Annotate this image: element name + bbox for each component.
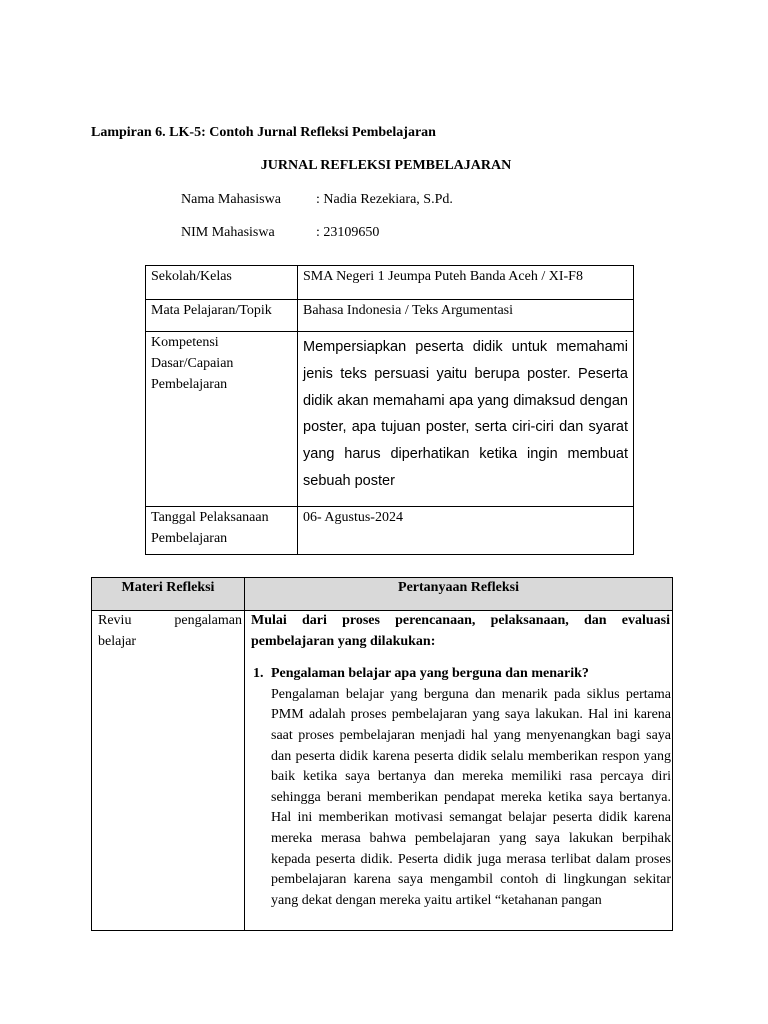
student-name-label: Nama Mahasiswa <box>181 192 281 207</box>
table-header-row <box>92 578 673 611</box>
list-item <box>251 664 672 911</box>
table-row <box>92 611 673 931</box>
info-label-date: Tanggal Pelaksanaan Pembelajaran <box>146 507 298 555</box>
table-row <box>146 507 634 555</box>
reflection-table <box>91 577 673 931</box>
header-question: Pertanyaan Refleksi <box>245 578 673 611</box>
material-cell: Reviu pengalaman belajar <box>92 611 245 931</box>
answer-text: Pengalaman belajar yang berguna dan menarik pada siklus pertama PMM adalah proses pembelajaran yang saya lakukan. Hal ini karena saat proses pembelajaran menjadi hal yang menyenangkan bagi saya dan peserta didik karena peserta didik selalu memberikan respon yang baik ketika saya bertanya dan mereka memiliki rasa percaya diri sehingga berani memberikan pendapat mereka ketika saya bertanya. Hal ini memberikan motivasi semangat belajar peserta didik karena mereka merasa bahwa pembelajaran yang saya lakukan berpihak kepada peserta didik. Peserta didik juga merasa terlibat dalam proses pembelajaran karena saya mengambil contoh di lingkungan sekitar yang dekat dengan mereka yaitu artikel “ketahanan pangan <box>271 686 671 908</box>
document-title: JURNAL REFLEKSI PEMBELAJARAN <box>260 158 512 173</box>
reflection-intro: Mulai dari proses perencanaan, pelaksanaan, dan evaluasi pembelajaran yang dilakukan: <box>251 613 670 649</box>
student-nim-label: NIM Mahasiswa <box>181 225 275 240</box>
table-row <box>146 266 634 300</box>
info-label-school: Sekolah/Kelas <box>146 266 298 300</box>
info-value-school: SMA Negeri 1 Jeumpa Puteh Banda Aceh / XI-F8 <box>298 266 634 300</box>
table-row <box>146 332 634 507</box>
info-value-date: 06- Agustus-2024 <box>298 507 634 555</box>
student-name-value: : Nadia Rezekiara, S.Pd. <box>316 192 453 207</box>
lesson-info-table <box>145 265 634 555</box>
question-text: Pengalaman belajar apa yang berguna dan menarik? <box>271 666 589 682</box>
table-row <box>146 300 634 332</box>
question-list <box>251 664 672 911</box>
info-label-subject: Mata Pelajaran/Topik <box>146 300 298 332</box>
student-nim-value: : 23109650 <box>316 225 380 240</box>
info-value-competency: Mempersiapkan peserta didik untuk memahami jenis teks persuasi yaitu berupa poster. Peserta didik akan memahami apa yang dimaksud dengan poster, apa tujuan poster, serta ciri-ciri dan syarat yang harus diperhatikan ketika ingin membuat sebuah poster <box>298 332 634 507</box>
document-heading: Lampiran 6. LK-5: Contoh Jurnal Refleksi Pembelajaran <box>91 125 436 140</box>
info-value-subject: Bahasa Indonesia / Teks Argumentasi <box>298 300 634 332</box>
question-number: 1. <box>253 666 264 682</box>
question-cell <box>245 611 673 931</box>
info-label-competency: Kompetensi Dasar/Capaian Pembelajaran <box>146 332 298 507</box>
header-material: Materi Refleksi <box>92 578 245 611</box>
